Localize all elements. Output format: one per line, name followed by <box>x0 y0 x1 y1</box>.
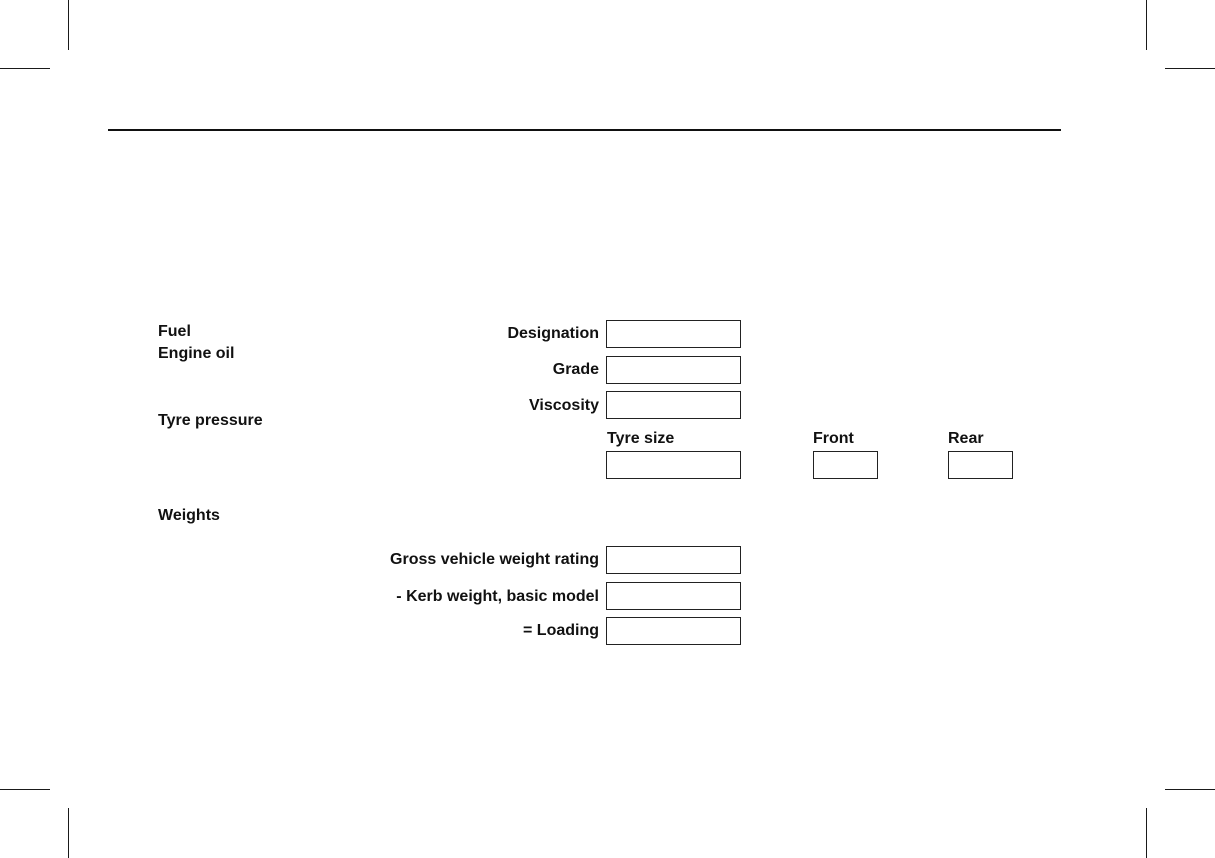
section-weights-label: Weights <box>158 507 220 524</box>
kerb-weight-label: - Kerb weight, basic model <box>396 588 599 605</box>
gvwr-field[interactable] <box>606 546 741 574</box>
gvwr-label: Gross vehicle weight rating <box>390 551 599 568</box>
front-label: Front <box>813 430 854 447</box>
kerb-weight-field[interactable] <box>606 582 741 610</box>
section-engine-oil-label: Engine oil <box>158 345 235 362</box>
header-rule <box>108 129 1061 131</box>
viscosity-label: Viscosity <box>529 397 599 414</box>
loading-label: = Loading <box>523 622 599 639</box>
section-tyre-pressure-label: Tyre pressure <box>158 412 263 429</box>
crop-mark-bottom-left-vertical <box>68 808 69 858</box>
front-pressure-field[interactable] <box>813 451 878 479</box>
section-fuel-label: Fuel <box>158 323 191 340</box>
viscosity-field[interactable] <box>606 391 741 419</box>
crop-mark-top-right-horizontal <box>1165 68 1215 69</box>
rear-label: Rear <box>948 430 984 447</box>
crop-mark-top-right-vertical <box>1146 0 1147 50</box>
tyre-size-field[interactable] <box>606 451 741 479</box>
grade-field[interactable] <box>606 356 741 384</box>
tyre-size-label: Tyre size <box>607 430 675 447</box>
crop-mark-top-left-horizontal <box>0 68 50 69</box>
loading-field[interactable] <box>606 617 741 645</box>
designation-field[interactable] <box>606 320 741 348</box>
crop-mark-bottom-right-horizontal <box>1165 789 1215 790</box>
crop-mark-bottom-right-vertical <box>1146 808 1147 858</box>
crop-mark-top-left-vertical <box>68 0 69 50</box>
designation-label: Designation <box>507 325 599 342</box>
grade-label: Grade <box>552 361 599 378</box>
crop-mark-bottom-left-horizontal <box>0 789 50 790</box>
rear-pressure-field[interactable] <box>948 451 1013 479</box>
